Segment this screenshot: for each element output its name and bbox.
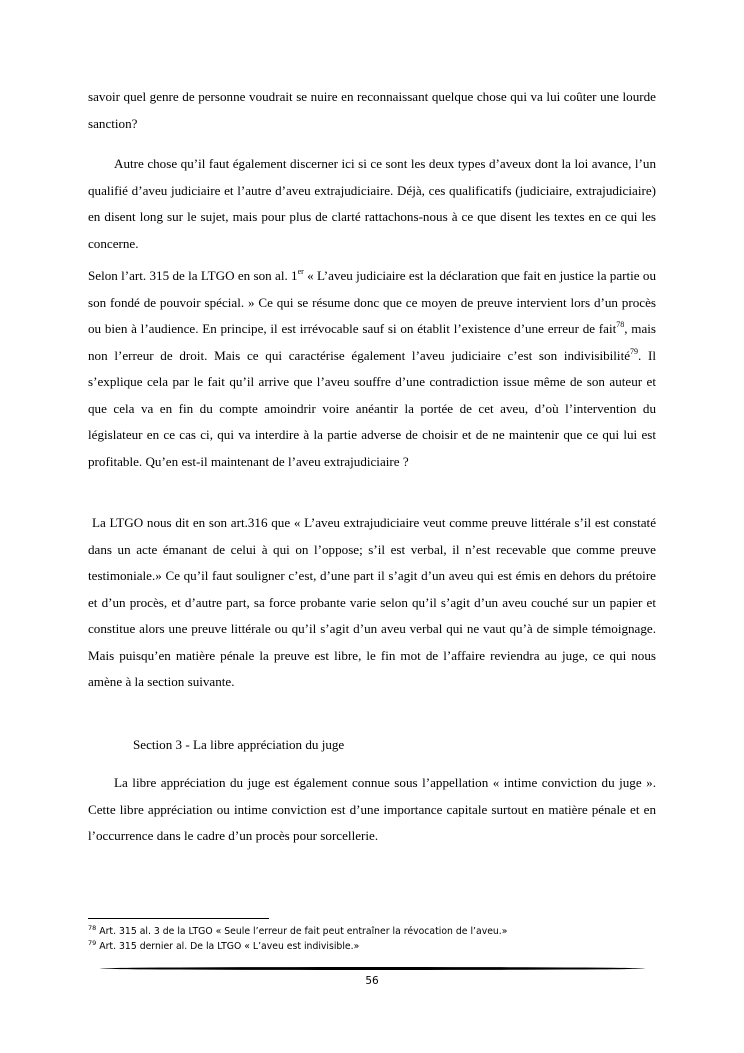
text-segment: Selon l’art. 315 de la LTGO en son al. 1: [88, 268, 298, 283]
footnote-ref-79[interactable]: 79: [630, 346, 639, 356]
paragraph-3: [88, 263, 656, 475]
paragraph-text: [88, 263, 656, 475]
footnotes: [88, 925, 656, 954]
text-segment: , mais non l’erreur de droit. Mais ce qui caractérise également l’aveu judiciaire c’est son indivisibilité: [88, 321, 656, 363]
text-segment: « L’aveu judiciaire est la déclaration que fait en justice la partie ou son fondé de pouvoir spécial. » Ce qui se résume donc que ce moyen de preuve intervient lors d’un procès ou bien à l’audience. En principe, il est irrévocable sauf si on établit l’existence d’une erreur de fait: [88, 268, 657, 336]
page-number: 56: [365, 975, 379, 987]
paragraph-text: La libre appréciation du juge est également connue sous l’appellation « intime conviction du juge ». Cette libre appréciation ou intime conviction est d’une importance capitale surtout en matière pénale et en l’occurrence dans le cadre d’un procès pour sorcellerie.: [88, 775, 656, 843]
footnote-78: [88, 925, 656, 940]
page-footer-rule: [100, 967, 645, 970]
paragraph-text: savoir quel genre de personne voudrait se nuire en reconnaissant quelque chose qui va lui coûter une lourde sanction?: [88, 89, 656, 131]
paragraph-4: [88, 510, 656, 696]
text-segment: . Il s’explique cela par le fait qu’il arrive que l’aveu souffre d’une contradiction issue même de son auteur et que cela va en fin du compte amoindrir voire anéantir la portée de cet aveu, d’où l’intervention du législateur en ce cas ci, qui va interdire à la partie adverse de choisir et de ne maintenir que ce qui lui est profitable. Qu’en est-il maintenant de l’aveu extrajudiciaire ?: [88, 347, 656, 469]
paragraph-text: Autre chose qu’il faut également discerner ici si ce sont les deux types d’aveux dont la loi avance, l’un qualifié d’aveu judiciaire et l’autre d’aveu extrajudiciaire. Déjà, ces qualificatifs (judiciaire, extrajudiciaire) en disent long sur le sujet, mais pour plus de clarté rattachons-nous à ce que disent les textes en ce qui les concerne.: [88, 156, 656, 251]
paragraph-2: [88, 151, 656, 257]
footnote-text: Art. 315 al. 3 de la LTGO « Seule l’erreur de fait peut entraîner la révocation de l’aveu.»: [99, 926, 508, 937]
footnote-79: [88, 940, 656, 955]
footnote-number: 79: [88, 938, 97, 947]
section-heading: Section 3 - La libre appréciation du juge: [133, 737, 345, 752]
paragraph-text: La LTGO nous dit en son art.316 que « L’aveu extrajudiciaire veut comme preuve littérale s’il est constaté dans un acte émanant de celui à qui on l’oppose; s’il est verbal, il n’est recevable que comme preuve testimoniale.» Ce qu’il faut souligner c’est, d’une part il s’agit d’un aveu qui est émis en dehors du prétoire et d’un procès, et d’autre part, sa force probante varie selon qu’il s’agit d’un aveu couché sur un papier et constitue alors une preuve littérale ou qu’il s’agit d’un aveu verbal qui ne vaut qu’à de simple témoignage. Mais puisqu’en matière pénale la preuve est libre, le fin mot de l’affaire reviendra au juge, ce qui nous amène à la section suivante.: [88, 515, 656, 689]
paragraph-5: [88, 770, 656, 850]
footnote-number: 78: [88, 924, 97, 932]
footnote-ref-78[interactable]: 78: [616, 320, 625, 329]
superscript: er: [297, 267, 304, 276]
paragraph-1: [88, 84, 656, 137]
footnote-text: Art. 315 dernier al. De la LTGO « L’aveu est indivisible.»: [99, 940, 360, 952]
footnote-separator: [88, 918, 269, 919]
